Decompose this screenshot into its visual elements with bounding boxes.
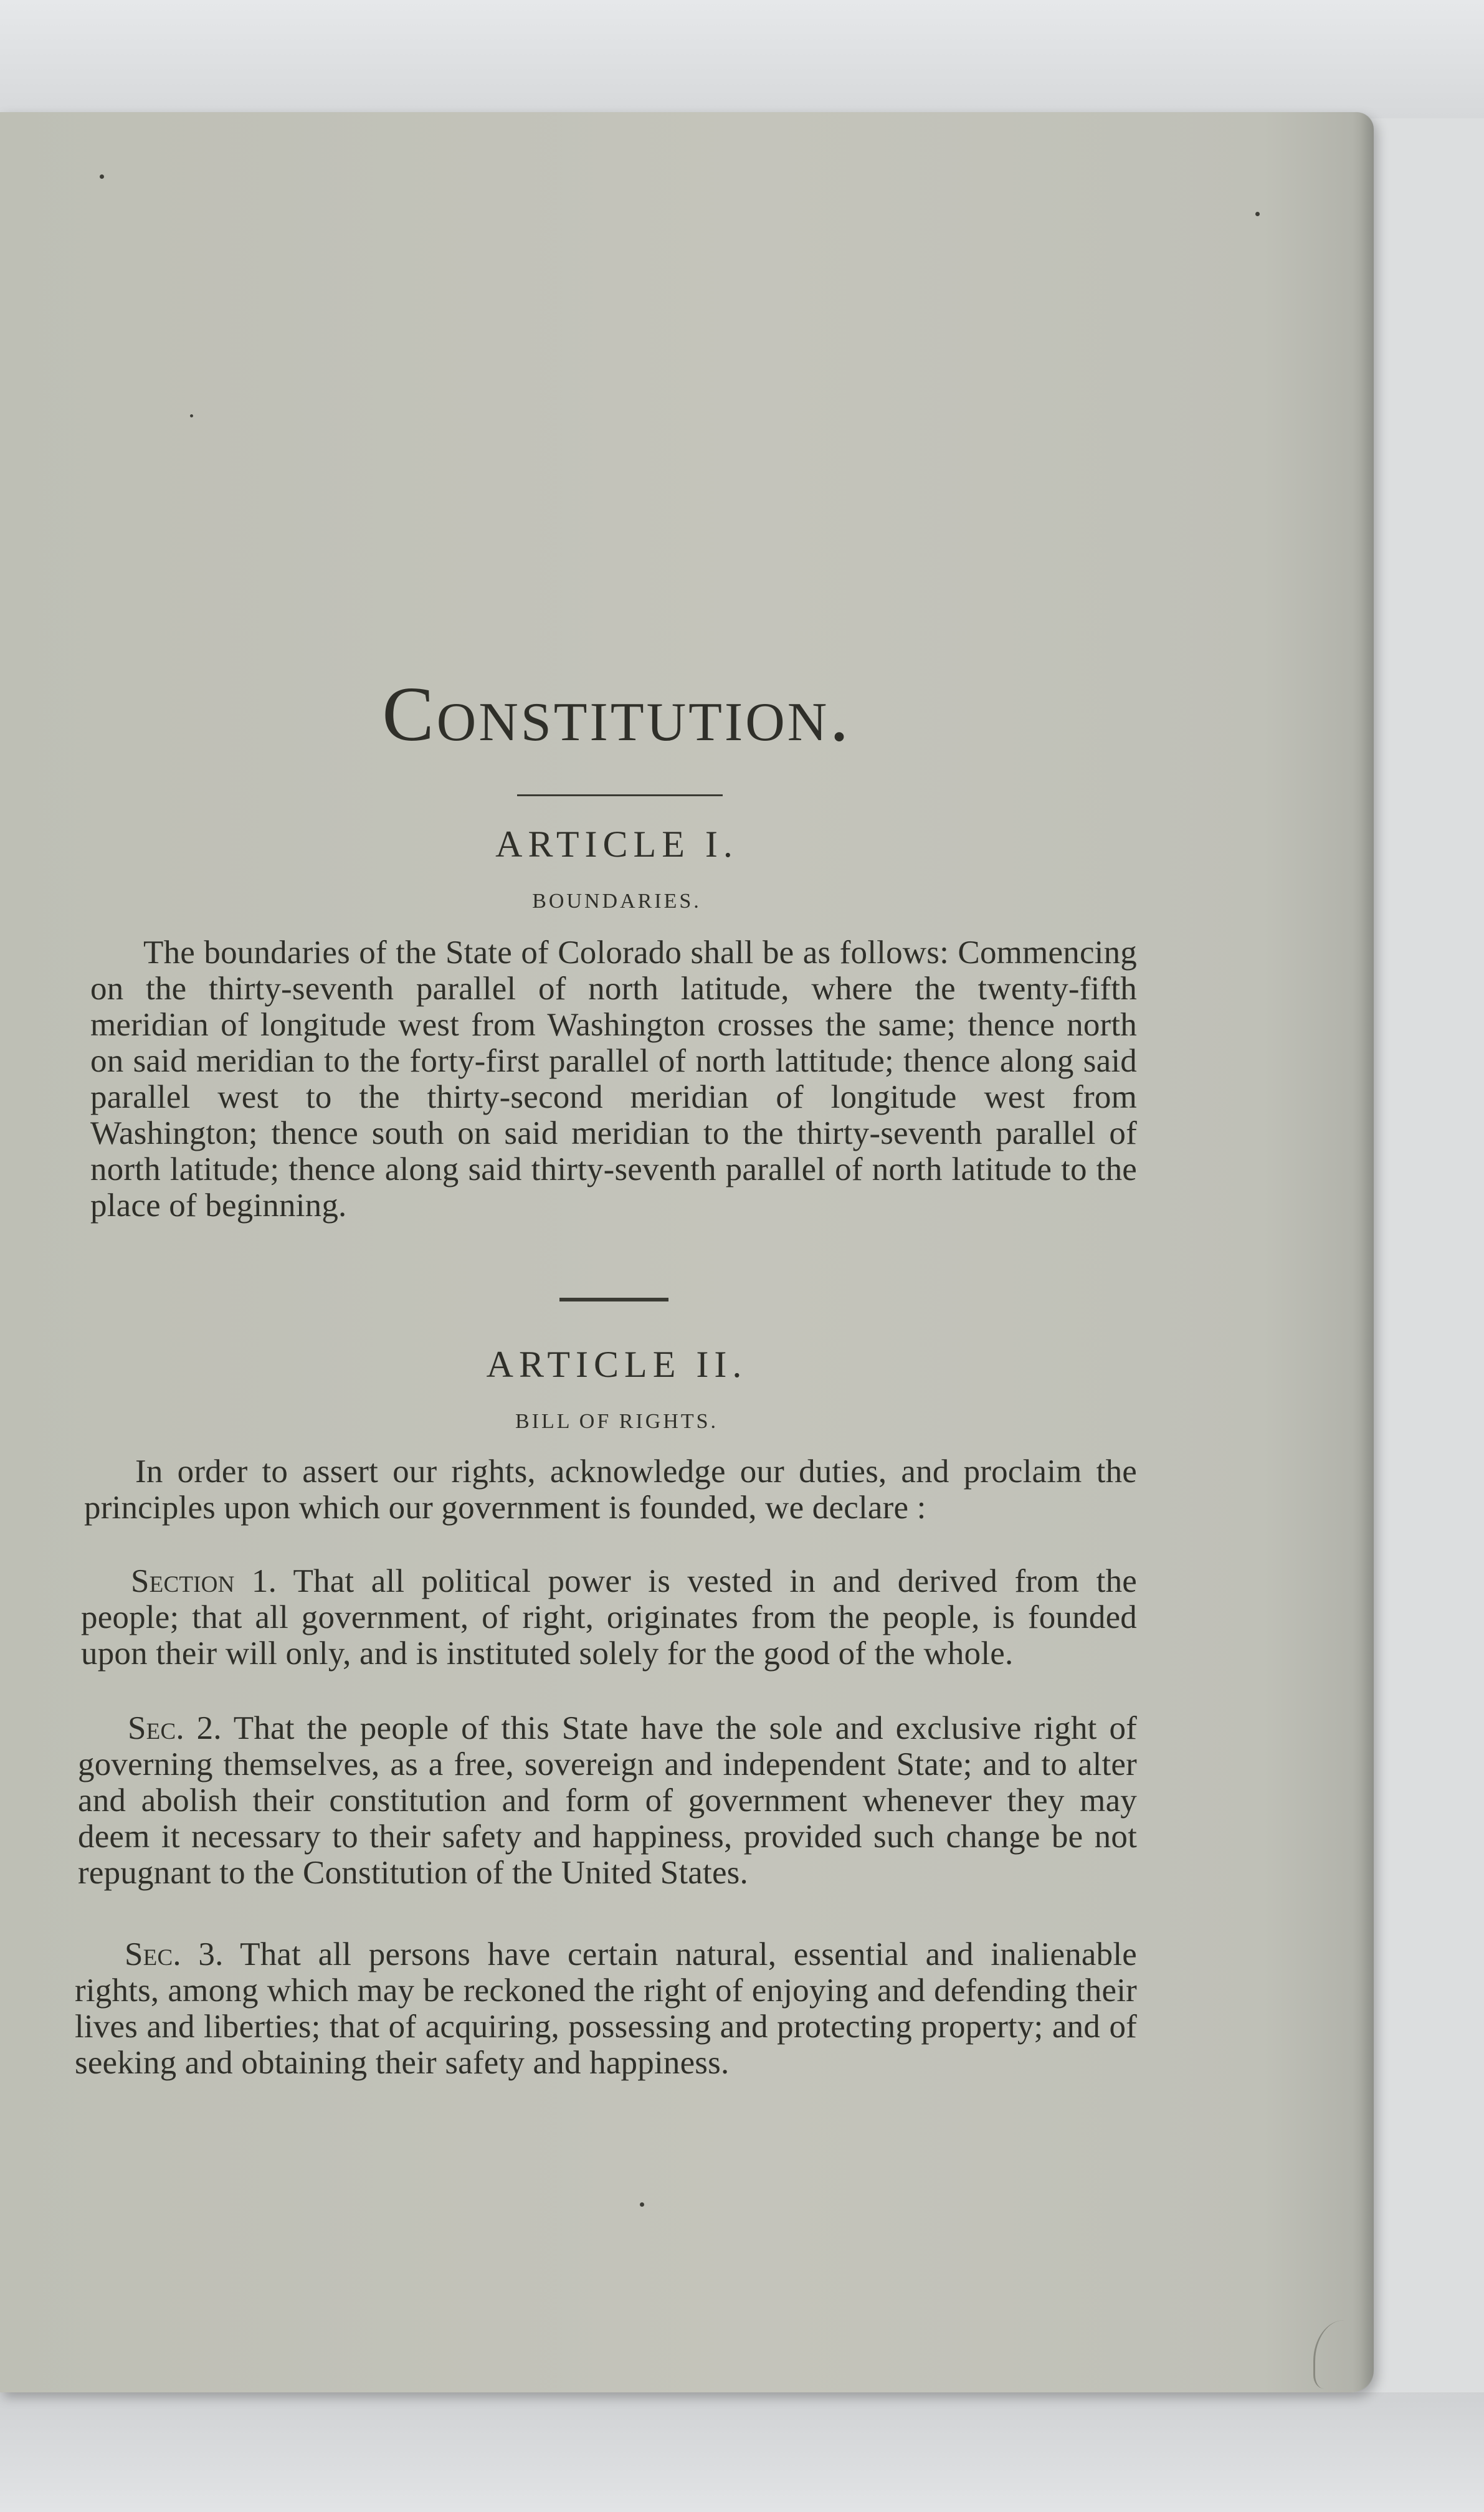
background-top [0, 0, 1484, 118]
section-2-label: Sec. 2. [128, 1710, 222, 1746]
article-1-subheading: BOUNDARIES. [532, 890, 702, 913]
background-bottom [0, 2392, 1484, 2512]
paper-speck [640, 2202, 644, 2207]
section-3-paragraph [75, 1936, 1137, 2081]
section-1-paragraph [81, 1563, 1137, 1672]
page-edge-shadow [1353, 112, 1374, 2392]
page-corner-curl [1313, 2320, 1365, 2389]
article-2-subheading: BILL OF RIGHTS. [515, 1410, 719, 1433]
section-3-text: That all persons have certain natural, essential and inalienable rights, among which may be reckoned the right of enjoying and defending their lives and liberties; that of acquiring, possessing and protecting property; and of seeking and obtaining their safety and happiness. [75, 1936, 1137, 2081]
title-rule [517, 794, 723, 796]
document-title: Constitution. [382, 672, 852, 758]
section-1-label: Section 1. [131, 1563, 277, 1599]
article-2-preamble [84, 1453, 1137, 1526]
article-1-paragraph-text: The boundaries of the State of Colorado shall be as follows: Commencing on the thirty-seventh parallel of north latitude, where the twenty-fifth meridian of longitude west from Washington crosses the same; thence north on said meridian to the forty-first parallel of north lattitude; thence along said parallel west to the thirty-second meridian of longitude west from Washington; thence south on said meridian to the thirty-seventh parallel of north latitude; thence along said thirty-seventh parallel of north latitude to the place of beginning. [90, 935, 1137, 1224]
section-3-label: Sec. 3. [125, 1936, 224, 1972]
section-2-paragraph [78, 1710, 1137, 1891]
section-2-text: That the people of this State have the sole and exclusive right of governing themselves, as a free, sovereign and independent State; and to alter and abolish their constitution and form of government whenever they may deem it necessary to their safety and happiness, provided such change be not repugnant to the Constitution of the United States. [78, 1710, 1138, 1891]
paper-speck [190, 414, 193, 417]
article-2-heading: ARTICLE II. [486, 1344, 748, 1385]
preamble-text: In order to assert our rights, acknowledge our duties, and proclaim the principles upon which our government is founded, we declare : [84, 1453, 1137, 1526]
section-1-text: That all political power is vested in and derived from the people; that all government, of right, originates from the people, is founded upon their will only, and is instituted solely for the good of the whole. [81, 1563, 1137, 1672]
article-1-paragraph [90, 935, 1137, 1224]
article-divider [559, 1298, 668, 1301]
paper-speck [1255, 212, 1260, 216]
article-1-heading: ARTICLE I. [495, 824, 738, 865]
paper-speck [100, 174, 104, 179]
